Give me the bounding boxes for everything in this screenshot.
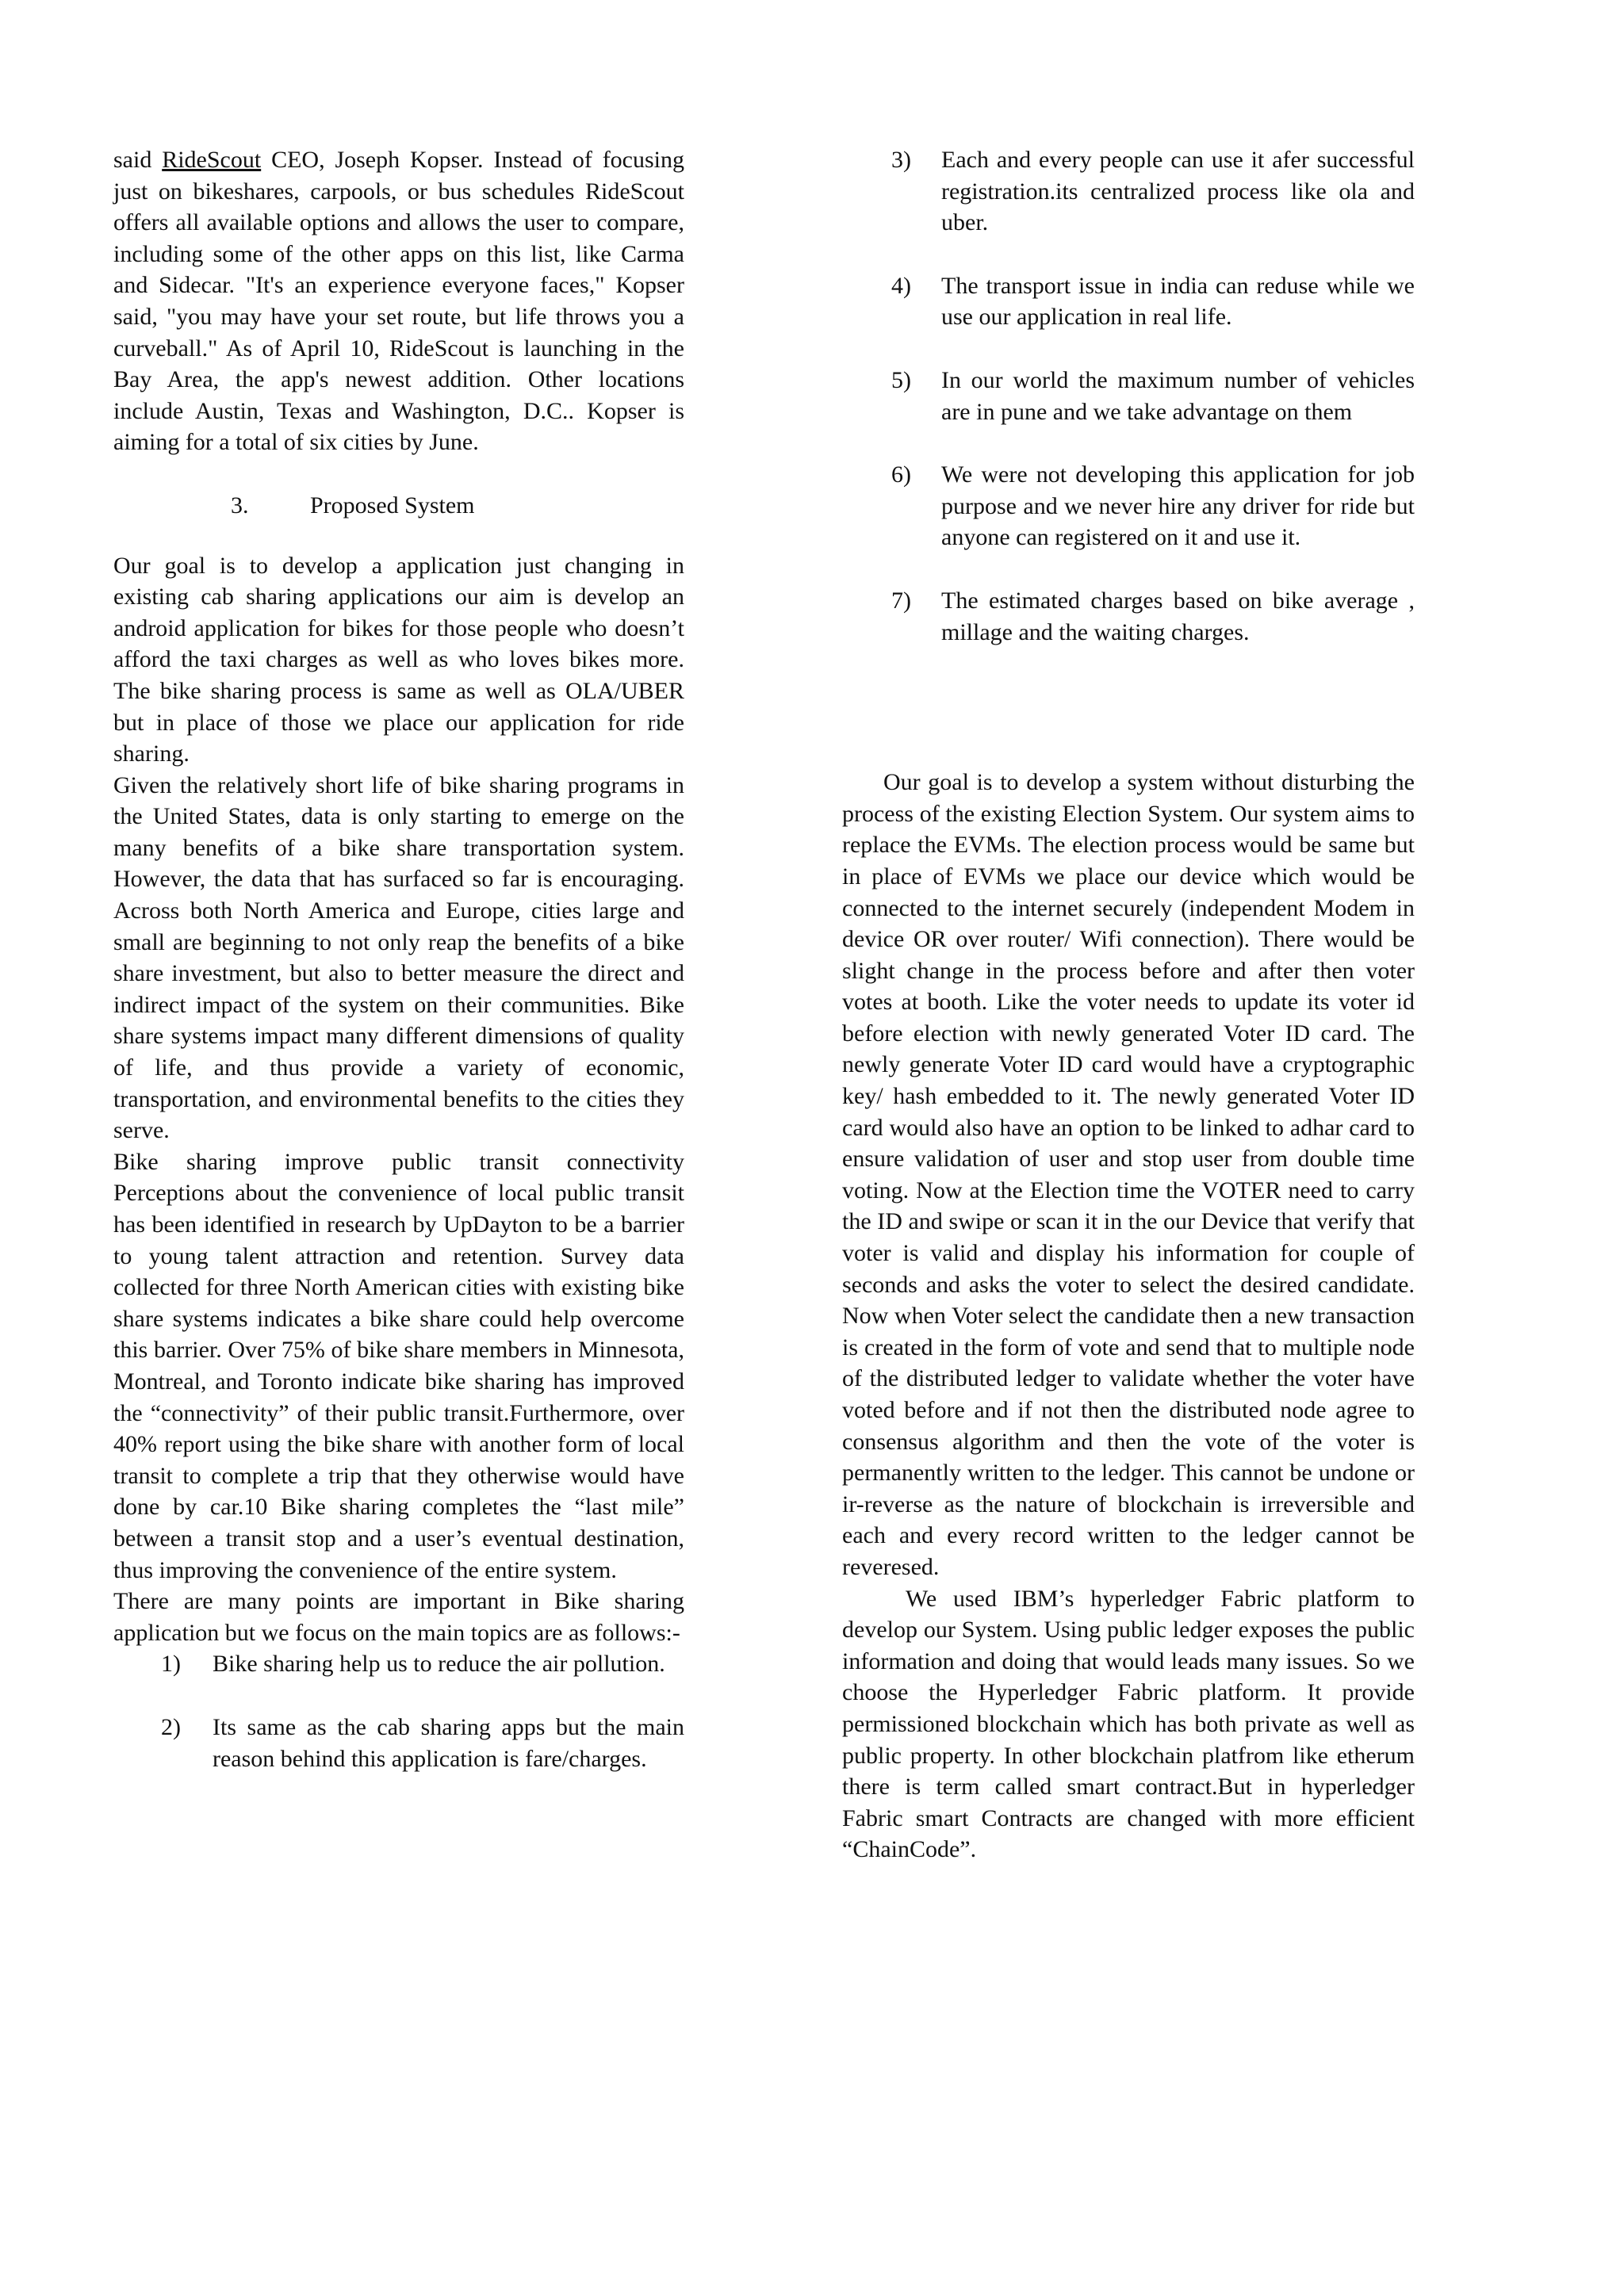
- points-paragraph: There are many points are important in Bike sharing application but we focus on the main topics are as follows:-: [113, 1588, 684, 1646]
- ridescout-link[interactable]: RideScout: [162, 147, 262, 173]
- intro-rest: CEO, Joseph Kopser. Instead of focusing just on bikeshares, carpools, or bus schedules RideScout offers all available options and allows the user to compare, including some of the other apps on this list, like Carma and Sidecar. "It's an experience everyone faces," Kopser said, "you may have your set route, but life throws you a curveball." As of April 10, RideScout is launching in the Bay Area, the app's newest addition. Other locations include Austin, Texas and Washington, D.C.. Kopser is aiming for a total of six cities by June.: [113, 147, 685, 456]
- list-item: [842, 144, 1415, 239]
- left-list: [113, 1648, 684, 1774]
- hyperledger-paragraph: We used IBM’s hyperledger Fabric platform to develop our System. Using public ledger exposes the public information and doing that would leads many issues. So we choose the Hyperledger Fabric platform. It provide permissioned blockchain which has both private as well as public property. In other blockchain platfrom like etherum there is term called smart contract.But in hyperledger Fabric smart Contracts are changed with more efficient “ChainCode”.: [842, 1585, 1415, 1863]
- list-item-number: 5): [891, 366, 911, 393]
- list-item-number: 4): [891, 272, 911, 299]
- benefits-paragraph: Given the relatively short life of bike sharing programs in the United States, data is only starting to emerge on the many benefits of a bike share transportation system. However, the data that has surfaced so far is encouraging. Across both North America and Europe, cities large and small are beginning to not only reap the benefits of a bike share investment, but also to better measure the direct and indirect impact of the system on their communities. Bike share systems impact many different dimensions of quality of life, and thus provide a variety of economic, transportation, and environmental benefits to the cities they serve.: [113, 771, 684, 1144]
- list-item: [842, 459, 1415, 553]
- intro-prefix: said: [113, 147, 152, 173]
- list-item: [113, 1712, 684, 1774]
- list-item-text: We were not developing this application for job purpose and we never hire any driver for ride but anyone can registered on it and use it.: [941, 461, 1415, 551]
- intro-paragraph: [113, 144, 684, 458]
- list-item-number: 3): [891, 147, 911, 173]
- list-item-text: In our world the maximum number of vehicles are in pune and we take advantage on them: [941, 366, 1415, 425]
- list-item-text: The transport issue in india can reduse while we use our application in real life.: [941, 272, 1415, 331]
- list-item-text: The estimated charges based on bike average , millage and the waiting charges.: [941, 587, 1415, 645]
- section-title: Proposed System: [310, 492, 475, 519]
- list-item-number: 7): [891, 587, 911, 614]
- section-heading: [113, 490, 684, 522]
- list-item-text: Bike sharing help us to reduce the air pollution.: [213, 1651, 665, 1678]
- spacer: [842, 679, 1415, 767]
- right-list: [842, 144, 1415, 648]
- left-column: [113, 144, 684, 1806]
- election-paragraph: Our goal is to develop a system without disturbing the process of the existing Election System. Our system aims to replace the EVMs. The election process would be same but in place of EVMs we place our device which would be connected to the internet securely (independent Modem in device OR over router/ Wifi connection). There would be slight change in the process before and after then voter votes at booth. Like the voter needs to update its voter id before election with newly generated Voter ID card. The newly generate Voter ID card would have a cryptographic key/ hash embedded to it. The newly generated Voter ID card would also have an option to be linked to adhar card to ensure validation of user and stop user from double time voting. Now at the Election time the VOTER need to carry the ID and swipe or scan it in the our Device that verify that voter is valid and display his information for couple of seconds and asks the voter to select the desired candidate. Now when Voter select the candidate then a new transaction is created in the form of vote and send that to multiple node of the distributed ledger to validate whether the voter have voted before and if not then the distributed node agree to consensus algorithm and then the vote of the voter is permanently written to the ledger. This cannot be undone or ir-reverse as the nature of blockchain is irreversible and each and every record written to the ledger cannot be reveresed.: [842, 769, 1415, 1580]
- list-item-number: 2): [161, 1713, 181, 1740]
- goal-paragraph: Our goal is to develop a application just changing in existing cab sharing applications our aim is develop an android application for bikes for those people who doesn’t afford the taxi charges as well as who loves bikes more. The bike sharing process is same as well as OLA/UBER but in place of those we place our application for ride sharing.: [113, 552, 684, 767]
- list-item: [842, 585, 1415, 648]
- list-item-number: 1): [161, 1651, 181, 1678]
- transit-paragraph: Bike sharing improve public transit connectivity Perceptions about the convenience of local public transit has been identified in research by UpDayton to be a barrier to young talent attraction and retention. Survey data collected for three North American cities with existing bike share systems indicates a bike share could help overcome this barrier. Over 75% of bike share members in Minnesota, Montreal, and Toronto indicate bike sharing has improved the “connectivity” of their public transit.Furthermore, over 40% report using the bike share with another form of local transit to complete a trip that they otherwise would have done by car.10 Bike sharing completes the “last mile” between a transit stop and a user’s eventual destination, thus improving the convenience of the entire system.: [113, 1148, 684, 1583]
- list-item-number: 6): [891, 461, 911, 488]
- list-item: [113, 1648, 684, 1680]
- list-item: [842, 270, 1415, 333]
- right-column: [842, 144, 1415, 1866]
- list-item-text: Each and every people can use it afer successful registration.its centralized process like ola and uber.: [941, 147, 1415, 236]
- section-number: 3.: [231, 492, 249, 519]
- list-item-text: Its same as the cab sharing apps but the main reason behind this application is fare/charges.: [213, 1713, 684, 1772]
- list-item: [842, 365, 1415, 427]
